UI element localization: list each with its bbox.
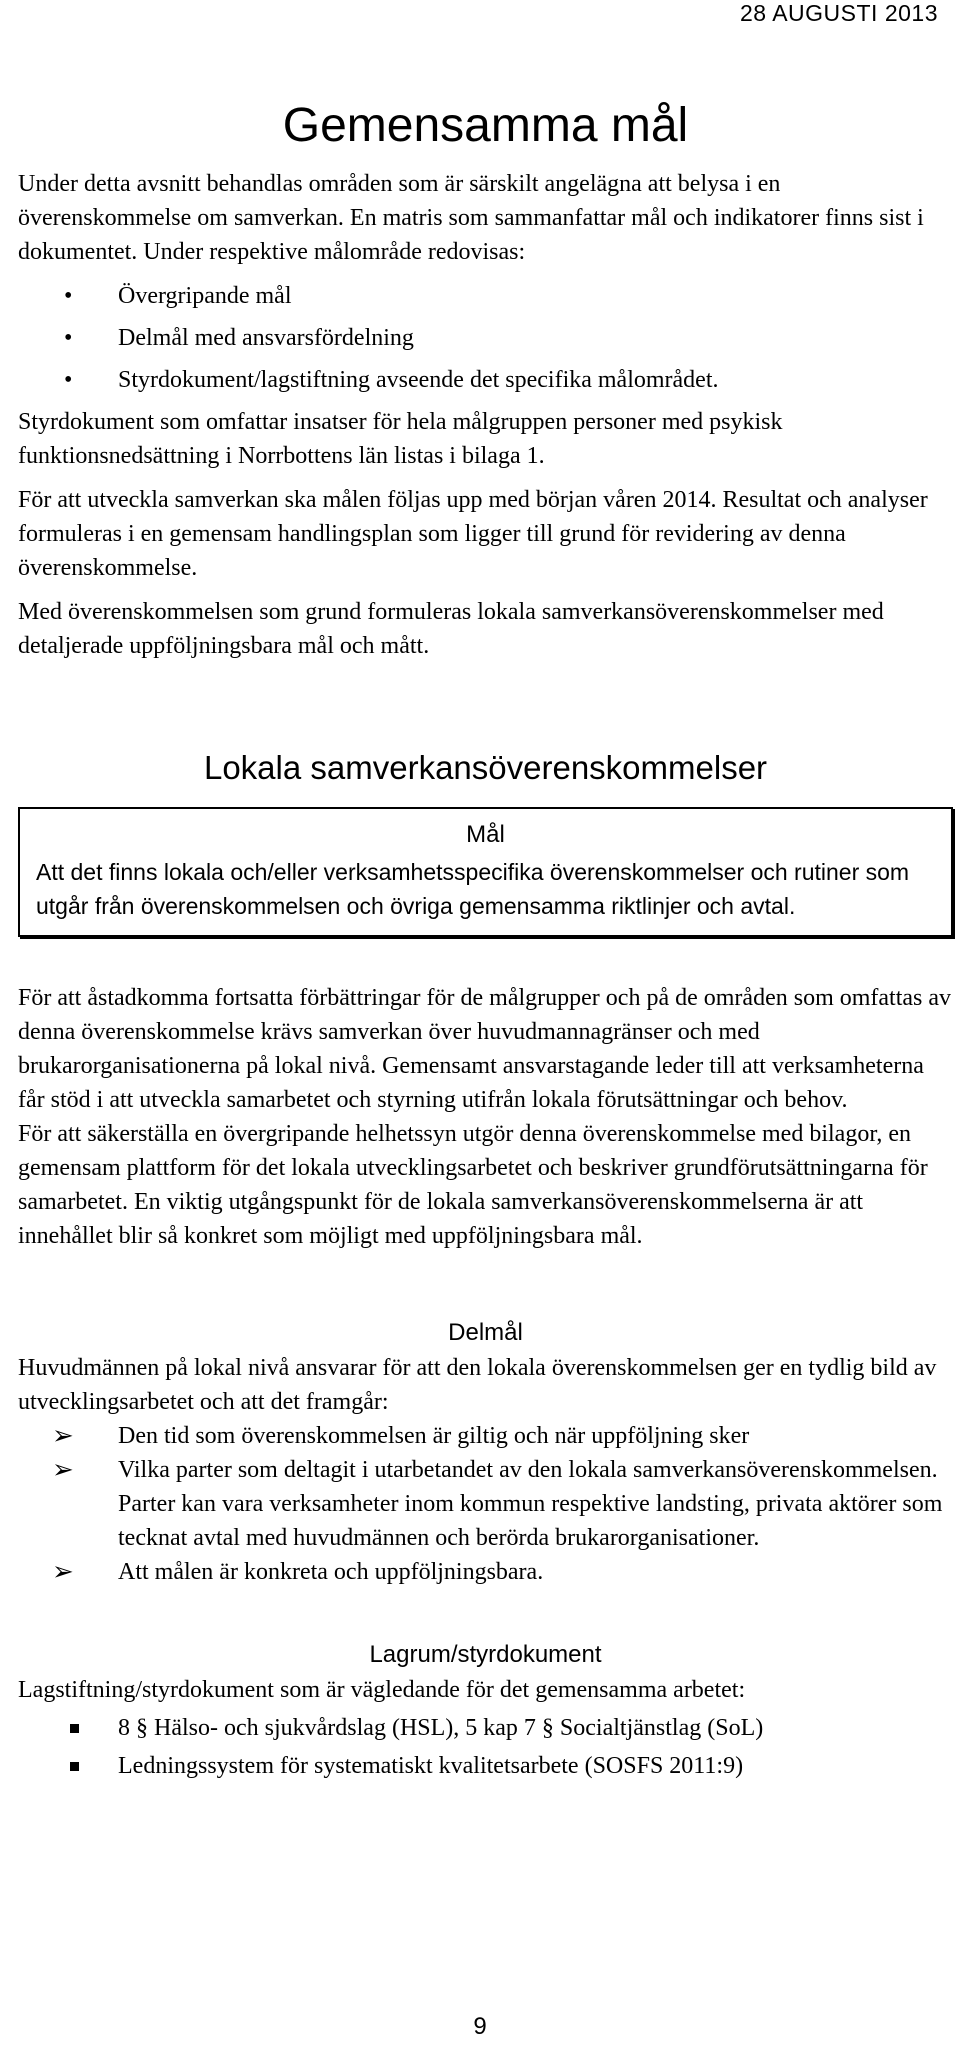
list-item bbox=[18, 1419, 953, 1453]
goal-box bbox=[18, 807, 953, 937]
scope-bullet-list bbox=[18, 279, 953, 397]
arrow-bullet-icon: ➢ bbox=[52, 1454, 74, 1485]
list-item: • Övergripande mål bbox=[18, 279, 953, 313]
list-item bbox=[18, 1453, 953, 1555]
lagrum-intro: Lagstiftning/styrdokument som är vägledande för det gemensamma arbetet: bbox=[18, 1676, 746, 1703]
square-bullet-icon bbox=[70, 1724, 79, 1733]
list-item bbox=[18, 1711, 953, 1745]
list-item: • Styrdokument/lagstiftning avseende det specifika målområdet. bbox=[18, 363, 953, 397]
delmal-intro: Huvudmännen på lokal nivå ansvarar för att den lokala överenskommelsen ger en tydlig bild av utvecklingsarbetet och att det framgår: bbox=[18, 1354, 937, 1415]
intro-paragraph: Under detta avsnitt behandlas områden som är särskilt angelägna att belysa i en överenskommelse om samverkan. En matris som sammanfattar mål och indikatorer finns sist i dokumentet. Under respektive målområde redovisas: bbox=[18, 170, 924, 265]
delmal-list bbox=[18, 1419, 953, 1589]
list-item: • Delmål med ansvarsfördelning bbox=[18, 321, 953, 355]
lagrum-list bbox=[18, 1711, 953, 1783]
header-date: 28 AUGUSTI 2013 bbox=[740, 0, 938, 26]
list-item-text: Den tid som överenskommelsen är giltig och när uppföljning sker bbox=[118, 1422, 750, 1449]
section-title-lokala: Lokala samverkansöverenskommelser bbox=[203, 748, 768, 786]
body-paragraph: För att åstadkomma fortsatta förbättringar för de målgrupper och på de områden som omfattas av denna överenskommelse krävs samverkan över huvudmannagränser och med brukarorganisationerna på lokal nivå. Gemensamt ansvarstagande leder till att verksamheterna får stöd i att utveckla samarbetet och styrning utifrån lokala förutsättningar och behov. bbox=[18, 984, 952, 1113]
goal-box-text: Att det finns lokala och/eller verksamhetsspecifika överenskommelser och rutiner som utgår från överenskommelsen och övriga gemensamma riktlinjer och avtal. bbox=[36, 858, 910, 919]
body-paragraph: Styrdokument som omfattar insatser för hela målgruppen personer med psykisk funktionsnedsättning i Norrbottens län listas i bilaga 1. bbox=[18, 408, 783, 469]
list-item-text: Ledningssystem för systematiskt kvalitetsarbete (SOSFS 2011:9) bbox=[118, 1752, 744, 1779]
body-paragraph: Med överenskommelsen som grund formuleras lokala samverkansöverenskommelser med detaljerade uppföljningsbara mål och mått. bbox=[18, 598, 884, 659]
arrow-bullet-icon: ➢ bbox=[52, 1556, 74, 1587]
body-paragraph: För att utveckla samverkan ska målen följas upp med början våren 2014. Resultat och analyser formuleras i en gemensam handlingsplan som ligger till grund för revidering av denna överenskommelse. bbox=[18, 486, 928, 581]
page-number: 9 bbox=[473, 2013, 487, 2040]
document-body bbox=[18, 100, 953, 1789]
list-item bbox=[18, 1749, 953, 1783]
section-title-gemensamma-mal: Gemensamma mål bbox=[282, 99, 689, 152]
subheading-delmal: Delmål bbox=[448, 1318, 523, 1346]
square-bullet-icon bbox=[70, 1762, 79, 1771]
list-item-text: Att målen är konkreta och uppföljningsbara. bbox=[118, 1558, 544, 1585]
subheading-lagrum: Lagrum/styrdokument bbox=[369, 1640, 602, 1668]
body-paragraph: För att säkerställa en övergripande helhetssyn utgör denna överenskommelse med bilagor, en gemensam plattform för det lokala utvecklingsarbetet och beskriver grundförutsättningarna för samarbetet. En viktig utgångspunkt för de lokala samverkansöverenskommelserna är att innehållet blir så konkret som möjligt med uppföljningsbara mål. bbox=[18, 1120, 928, 1249]
list-item-text: 8 § Hälso- och sjukvårdslag (HSL), 5 kap 7 § Socialtjänstlag (SoL) bbox=[118, 1714, 764, 1741]
arrow-bullet-icon: ➢ bbox=[52, 1420, 74, 1451]
list-item-text: Vilka parter som deltagit i utarbetandet av den lokala samverkansöverenskommelsen. Parter kan vara verksamheter inom kommun respektive landsting, privata aktörer som tecknat avtal med huvudmännen och berörda brukarorganisationer. bbox=[118, 1456, 943, 1551]
list-item bbox=[18, 1555, 953, 1589]
goal-box-title: Mål bbox=[466, 820, 505, 848]
